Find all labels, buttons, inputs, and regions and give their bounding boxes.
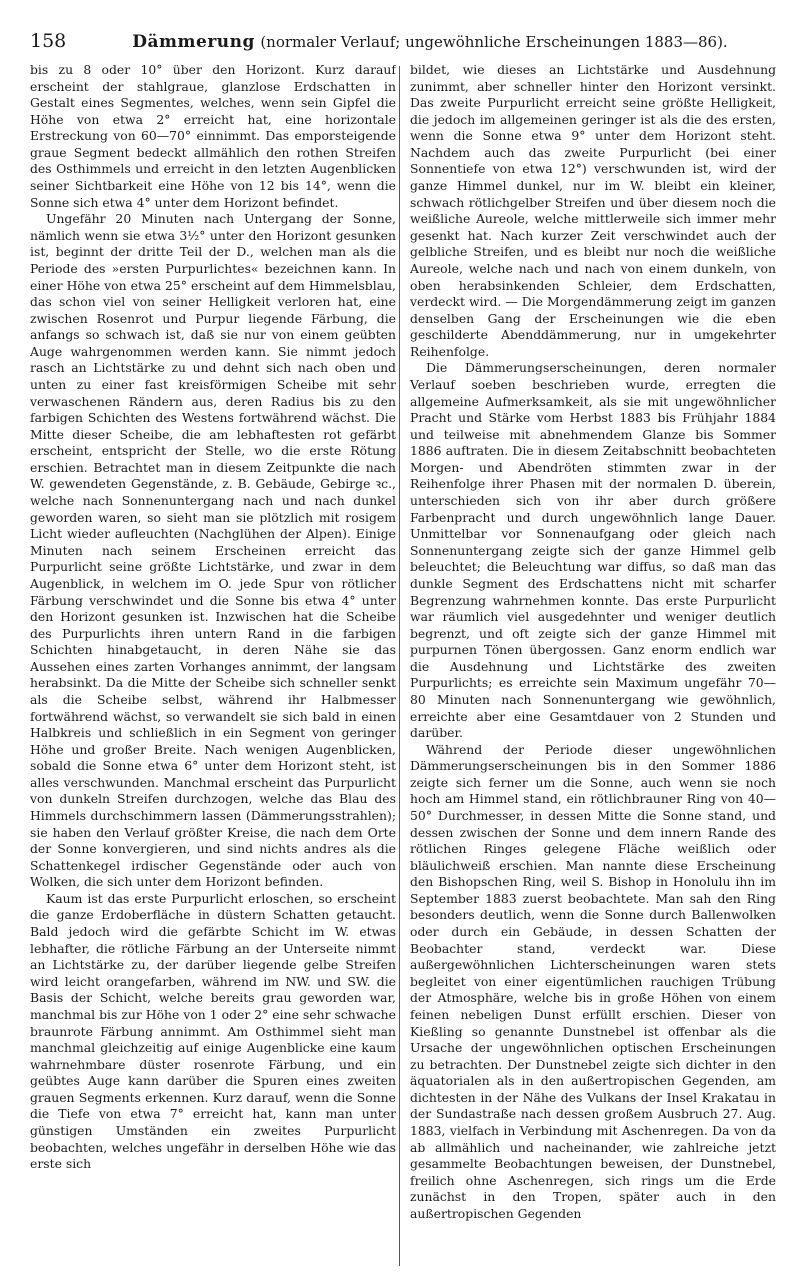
paragraph: Während der Periode dieser ungewöhnlichen Dämmerungserscheinungen bis in den Sommer 1886 zeigte sich ferner um die Sonne, auch wenn sie noch hoch am Himmel stand, ein rötlichbrauner Ring von 40—50° Durchmesser, in dessen Mitte die Sonne stand, und dessen zwischen der Sonne und dem innern Rande des rötlichen Ringes gelegene Fläche weißlich oder bläulichweiß erschien. Man nannte diese Erscheinung den Bishopschen Ring, weil S. Bishop in Honolulu ihn im September 1883 zuerst beobachtete. Man sah den Ring besonders deutlich, wenn die Sonne durch Ballenwolken oder durch ein Gebäude, in dessen Schatten der Beobachter stand, verdeckt war. Diese außergewöhnlichen Lichterscheinungen waren stets begleitet von einer eigentümlichen rauchigen Trübung der Atmosphäre, welche bis in große Höhen von einem feinen nebeligen Dunst erfüllt erschien. Dieser von Kießling so genannte Dunstnebel ist offenbar als die Ursache der ungewöhnlichen optischen Erscheinungen zu betrachten. Der Dunstnebel zeigte sich dichter in den äquatorialen als in den außertropischen Gegenden, am dichtesten in der Nähe des Vulkans der Insel Krakatau in der Sundastraße nach dessen großem Ausbruch 27. Aug. 1883, vielfach in Verbindung mit Aschenregen. Da von da ab allmählich und nacheinander, wie zahlreiche jetzt gesammelte Beobachtungen beweisen, der Dunstnebel, freilich ohne Aschenregen, sich rings um die Erde zunächst in den Tropen, später auch in den außertropischen Gegenden	[410, 741, 776, 1221]
running-head-topic: (normaler Verlauf; ungewöhnliche Erscheinungen 1883—86).	[260, 33, 728, 51]
left-column	[30, 62, 396, 1267]
paragraph: Ungefähr 20 Minuten nach Untergang der Sonne, nämlich wenn sie etwa 3½° unter den Horizont gesunken ist, beginnt der dritte Teil der D., welchen man als die Periode des »ersten Purpurlichtes« bezeichnen kann. In einer Höhe von etwa 25° erscheint auf dem Himmelsblau, das schon viel von seiner Helligkeit verloren hat, eine zwischen Rosenrot und Purpur liegende Färbung, die anfangs so schwach ist, daß sie nur von einem geübten Auge wahrgenommen werden kann. Sie nimmt jedoch rasch an Lichtstärke zu und dehnt sich nach oben und unten zu einer fast kreisförmigen Scheibe mit sehr verwaschenen Rändern aus, deren Radius bis zu den farbigen Schichten des Westens fortwährend wächst. Die Mitte dieser Scheibe, die am lebhaftesten rot gefärbt erscheint, entspricht der Stelle, wo die erste Rötung erschien. Betrachtet man in diesem Zeitpunkte die nach W. gewendeten Gegenstände, z. B. Gebäude, Gebirge ꝛc., welche nach Sonnenuntergang nach und nach dunkel geworden waren, so sieht man sie plötzlich mit rosigem Licht wieder aufleuchten (Nachglühen der Alpen). Einige Minuten nach seinem Erscheinen erreicht das Purpurlicht seine größte Lichtstärke, und zwar in dem Augenblick, in welchem im O. jede Spur von rötlicher Färbung verschwindet und die Sonne bis etwa 4° unter den Horizont gesunken ist. Inzwischen hat die Scheibe des Purpurlichts ihren untern Rand in die farbigen Schichten hinabgetaucht, in deren Nähe sie das Aussehen eines zarten Vorhanges annimmt, der langsam herabsinkt. Da die Mitte der Scheibe sich schneller senkt als die Scheibe selbst, während ihr Halbmesser fortwährend wächst, so verwandelt sie sich bald in einen Halbkreis und schließlich in ein Segment von geringer Höhe und großer Breite. Nach wenigen Augenblicken, sobald die Sonne etwa 6° unter dem Horizont steht, ist alles verschwunden. Manchmal erscheint das Purpurlicht von dunkeln Streifen durchzogen, welche das Blau des Himmels durchschimmern lassen (Dämmerungsstrahlen); sie haben den Verlauf größter Kreise, die nach dem Orte der Sonne konvergieren, und sind nichts andres als die Schattenkegel irdischer Gegenstände oder auch von Wolken, die sich unter dem Horizont befinden.	[30, 211, 396, 890]
paragraph: Kaum ist das erste Purpurlicht erloschen, so erscheint die ganze Erdoberfläche in düstern Schatten getaucht. Bald jedoch wird die gefärbte Schicht im W. etwas lebhafter, die rötliche Färbung an der Unterseite nimmt an Lichtstärke zu, der darüber liegende gelbe Streifen wird leicht orangefarben, während im NW. und SW. die Basis der Schicht, welche bereits grau geworden war, manchmal bis zur Höhe von 1 oder 2° eine sehr schwache braunrote Färbung annimmt. Am Osthimmel sieht man manchmal gleichzeitig auf einige Augenblicke eine kaum wahrnehmbare düster rosenrote Färbung, und ein geübtes Auge kann darüber die Spuren eines zweiten grauen Segments erkennen. Kurz darauf, wenn die Sonne die Tiefe von etwa 7° erreicht hat, kann man unter günstigen Umständen ein zweites Purpurlicht beobachten, welches ungefähr in derselben Höhe wie das erste sich	[30, 890, 396, 1172]
paragraph: bildet, wie dieses an Lichtstärke und Ausdehnung zunimmt, aber schneller hinter den Horizont versinkt. Das zweite Purpurlicht erreicht seine größte Helligkeit, die jedoch im allgemeinen geringer ist als die des ersten, wenn die Sonne etwa 9° unter dem Horizont steht. Nachdem auch das zweite Purpurlicht (bei einer Sonnentiefe von etwa 12°) verschwunden ist, wird der ganze Himmel dunkel, nur im W. bleibt ein kleiner, schwach rötlichgelber Streifen und über diesem noch die weißliche Aureole, welche mittlerweile sich immer mehr gesenkt hat. Nach kurzer Zeit verschwindet auch der gelbliche Streifen, und es bleibt nur noch die weißliche Aureole, welche nach und nach von einem dunkeln, von oben herabsinkenden Schleier, dem Erdschatten, verdeckt wird. — Die Morgendämmerung zeigt im ganzen denselben Gang der Erscheinungen wie die eben geschilderte Abenddämmerung, nur in umgekehrter Reihenfolge.	[410, 62, 776, 359]
text-columns	[30, 62, 776, 1267]
page-number: 158	[30, 30, 67, 52]
paragraph: bis zu 8 oder 10° über den Horizont. Kurz darauf erscheint der stahlgraue, glanzlose Erdschatten in Gestalt eines Segmentes, welches, wenn sein Gipfel die Höhe von etwa 2° erreicht hat, eine horizontale Erstreckung von 60—70° einnimmt. Das emporsteigende graue Segment bedeckt allmählich den rothen Streifen des Osthimmels und erreicht in den letzten Augenblicken seiner Sichtbarkeit eine Höhe von 12 bis 14°, wenn die Sonne sich etwa 4° unter dem Horizont befindet.	[30, 62, 396, 210]
right-column	[410, 62, 776, 1267]
running-head	[90, 32, 770, 52]
running-head-lemma: Dämmerung	[132, 32, 255, 52]
paragraph: Die Dämmerungserscheinungen, deren normaler Verlauf soeben beschrieben wurde, erregten die allgemeine Aufmerksamkeit, als sie mit ungewöhnlicher Pracht und Stärke vom Herbst 1883 bis Frühjahr 1884 und teilweise mit abnehmendem Glanze bis Sommer 1886 auftraten. Die in diesem Zeitabschnitt beobachteten Morgen- und Abendröten stimmten zwar in der Reihenfolge ihrer Phasen mit der normalen D. überein, unterschieden sich von ihr aber durch größere Farbenpracht und durch ungewöhnlich lange Dauer. Unmittelbar vor Sonnenaufgang oder gleich nach Sonnenuntergang zeigte sich der ganze Himmel gelb beleuchtet; die Beleuchtung war diffus, so daß man das dunkle Segment des Erdschattens nicht mit scharfer Begrenzung wahrnehmen konnte. Das erste Purpurlicht war räumlich viel ausgedehnter und weniger deutlich begrenzt, und oft zeigte sich der ganze Himmel mit purpurnen Tönen übergossen. Ganz enorm endlich war die Ausdehnung und Lichtstärke des zweiten Purpurlichts; es erreichte sein Maximum ungefähr 70—80 Minuten nach Sonnenuntergang wie gewöhnlich, erreichte aber eine Gesamtdauer von 2 Stunden und darüber.	[410, 360, 776, 741]
page-header	[30, 30, 770, 60]
